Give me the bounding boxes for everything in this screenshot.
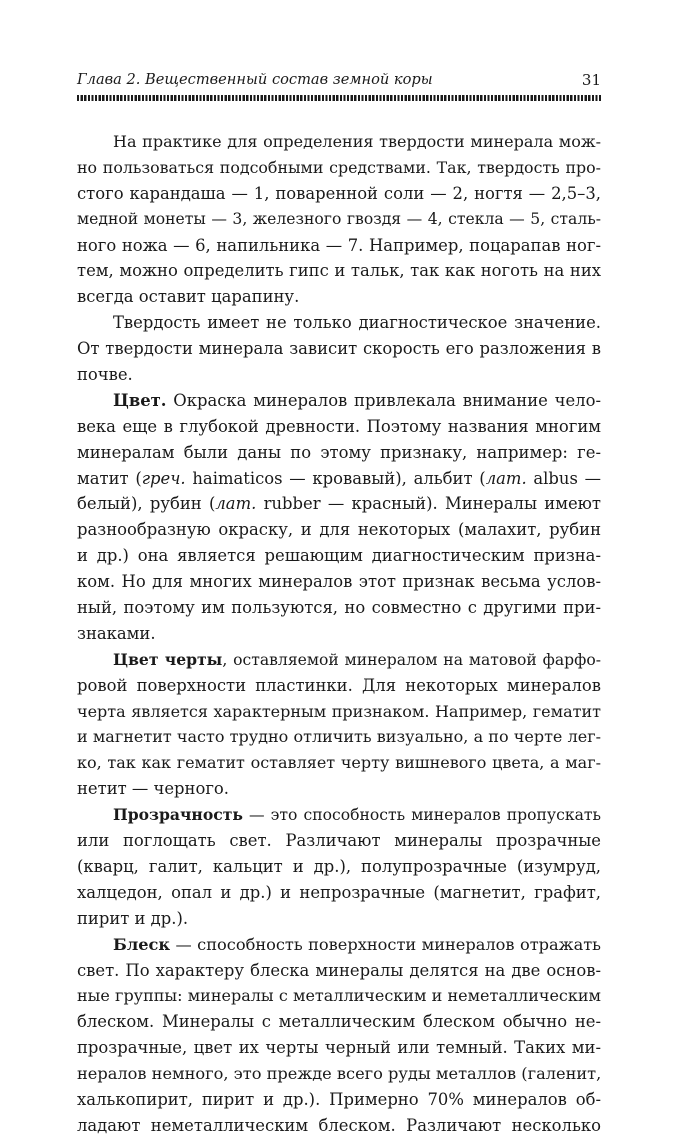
text-line: От твердости минерала зависит скорость его разложения в xyxy=(77,339,601,359)
text-line: и др.) она является решающим диагностическим призна- xyxy=(77,546,601,566)
text-line: Цвет черты, оставляемой минералом на матовой фарфо- xyxy=(113,649,601,669)
text-line: черта является характерным признаком. Например, гематит xyxy=(77,701,601,721)
text-line: всегда оставит царапину. xyxy=(77,287,300,307)
text-line: белый), рубин (лат. rubber — красный). Минералы имеют xyxy=(77,494,601,514)
text-line: Прозрачность — это способность минералов пропускать xyxy=(113,805,601,825)
body-text xyxy=(77,129,601,1139)
text-line: прозрачные, цвет их черты черный или темный. Таких ми- xyxy=(77,1038,601,1058)
running-header xyxy=(77,70,601,92)
text-line: ко, так как гематит оставляет черту вишневого цвета, а маг- xyxy=(77,753,601,773)
text-line: нералов немного, это прежде всего руды металлов (галенит, xyxy=(77,1064,601,1084)
page-number: 31 xyxy=(581,71,601,89)
term-color: Цвет. xyxy=(113,390,167,410)
text-line: пирит и др.). xyxy=(77,908,189,928)
text-line: блеском. Минералы с металлическим блеском обычно не- xyxy=(77,1012,601,1032)
text-line: стого карандаша — 1, поваренной соли — 2, ногтя — 2,5–3, xyxy=(77,183,601,203)
term-transparency: Прозрачность xyxy=(113,805,243,825)
text-line: минералам были даны по этому признаку, например: ге- xyxy=(77,442,601,462)
term-luster: Блеск xyxy=(113,934,171,954)
text-line: ного ножа — 6, напильника — 7. Например, поцарапав ног- xyxy=(77,235,601,255)
text-line: Твердость имеет не только диагностическое значение. xyxy=(113,313,601,333)
text-line: знаками. xyxy=(77,623,156,643)
chapter-title: Глава 2. Вещественный состав земной коры xyxy=(77,71,433,88)
text-line: и магнетит часто трудно отличить визуально, а по черте лег- xyxy=(77,727,601,747)
text-line: ный, поэтому им пользуются, но совместно с другими при- xyxy=(77,598,601,618)
header-rule xyxy=(77,95,601,101)
text-line: но пользоваться подсобными средствами. Так, твердость про- xyxy=(77,157,601,177)
text-line: (кварц, галит, кальцит и др.), полупрозрачные (изумруд, xyxy=(77,856,601,876)
text-line: ровой поверхности пластинки. Для некоторых минералов xyxy=(77,675,601,695)
text-line: халцедон, опал и др.) и непрозрачные (магнетит, графит, xyxy=(77,882,601,902)
text-line: века еще в глубокой древности. Поэтому названия многим xyxy=(77,416,601,436)
text-line: Блеск — способность поверхности минералов отражать xyxy=(113,934,601,954)
text-line: или поглощать свет. Различают минералы прозрачные xyxy=(77,831,601,851)
text-line: На практике для определения твердости минерала мож- xyxy=(113,132,601,151)
text-line: матит (греч. haimaticos — кровавый), альбит (лат. albus — xyxy=(77,468,601,488)
text-line: Цвет. Окраска минералов привлекала внимание чело- xyxy=(113,390,601,410)
text-line: свет. По характеру блеска минералы делятся на две основ- xyxy=(77,960,601,980)
text-line: нетит — черного. xyxy=(77,779,229,799)
term-streak: Цвет черты xyxy=(113,649,223,669)
text-line: разнообразную окраску, и для некоторых (малахит, рубин xyxy=(77,520,601,540)
text-line: ные группы: минералы с металлическим и неметаллическим xyxy=(77,986,601,1006)
text-line: халькопирит, пирит и др.). Примерно 70% минералов об- xyxy=(77,1089,601,1109)
text-line: медной монеты — 3, железного гвоздя — 4, стекла — 5, сталь- xyxy=(77,209,601,228)
text-line: ком. Но для многих минералов этот признак весьма услов- xyxy=(77,572,601,592)
text-line: тем, можно определить гипс и тальк, так как ноготь на них xyxy=(77,261,601,281)
text-line: почве. xyxy=(77,365,133,385)
text-line: ладают неметаллическим блеском. Различают несколько xyxy=(77,1115,601,1135)
